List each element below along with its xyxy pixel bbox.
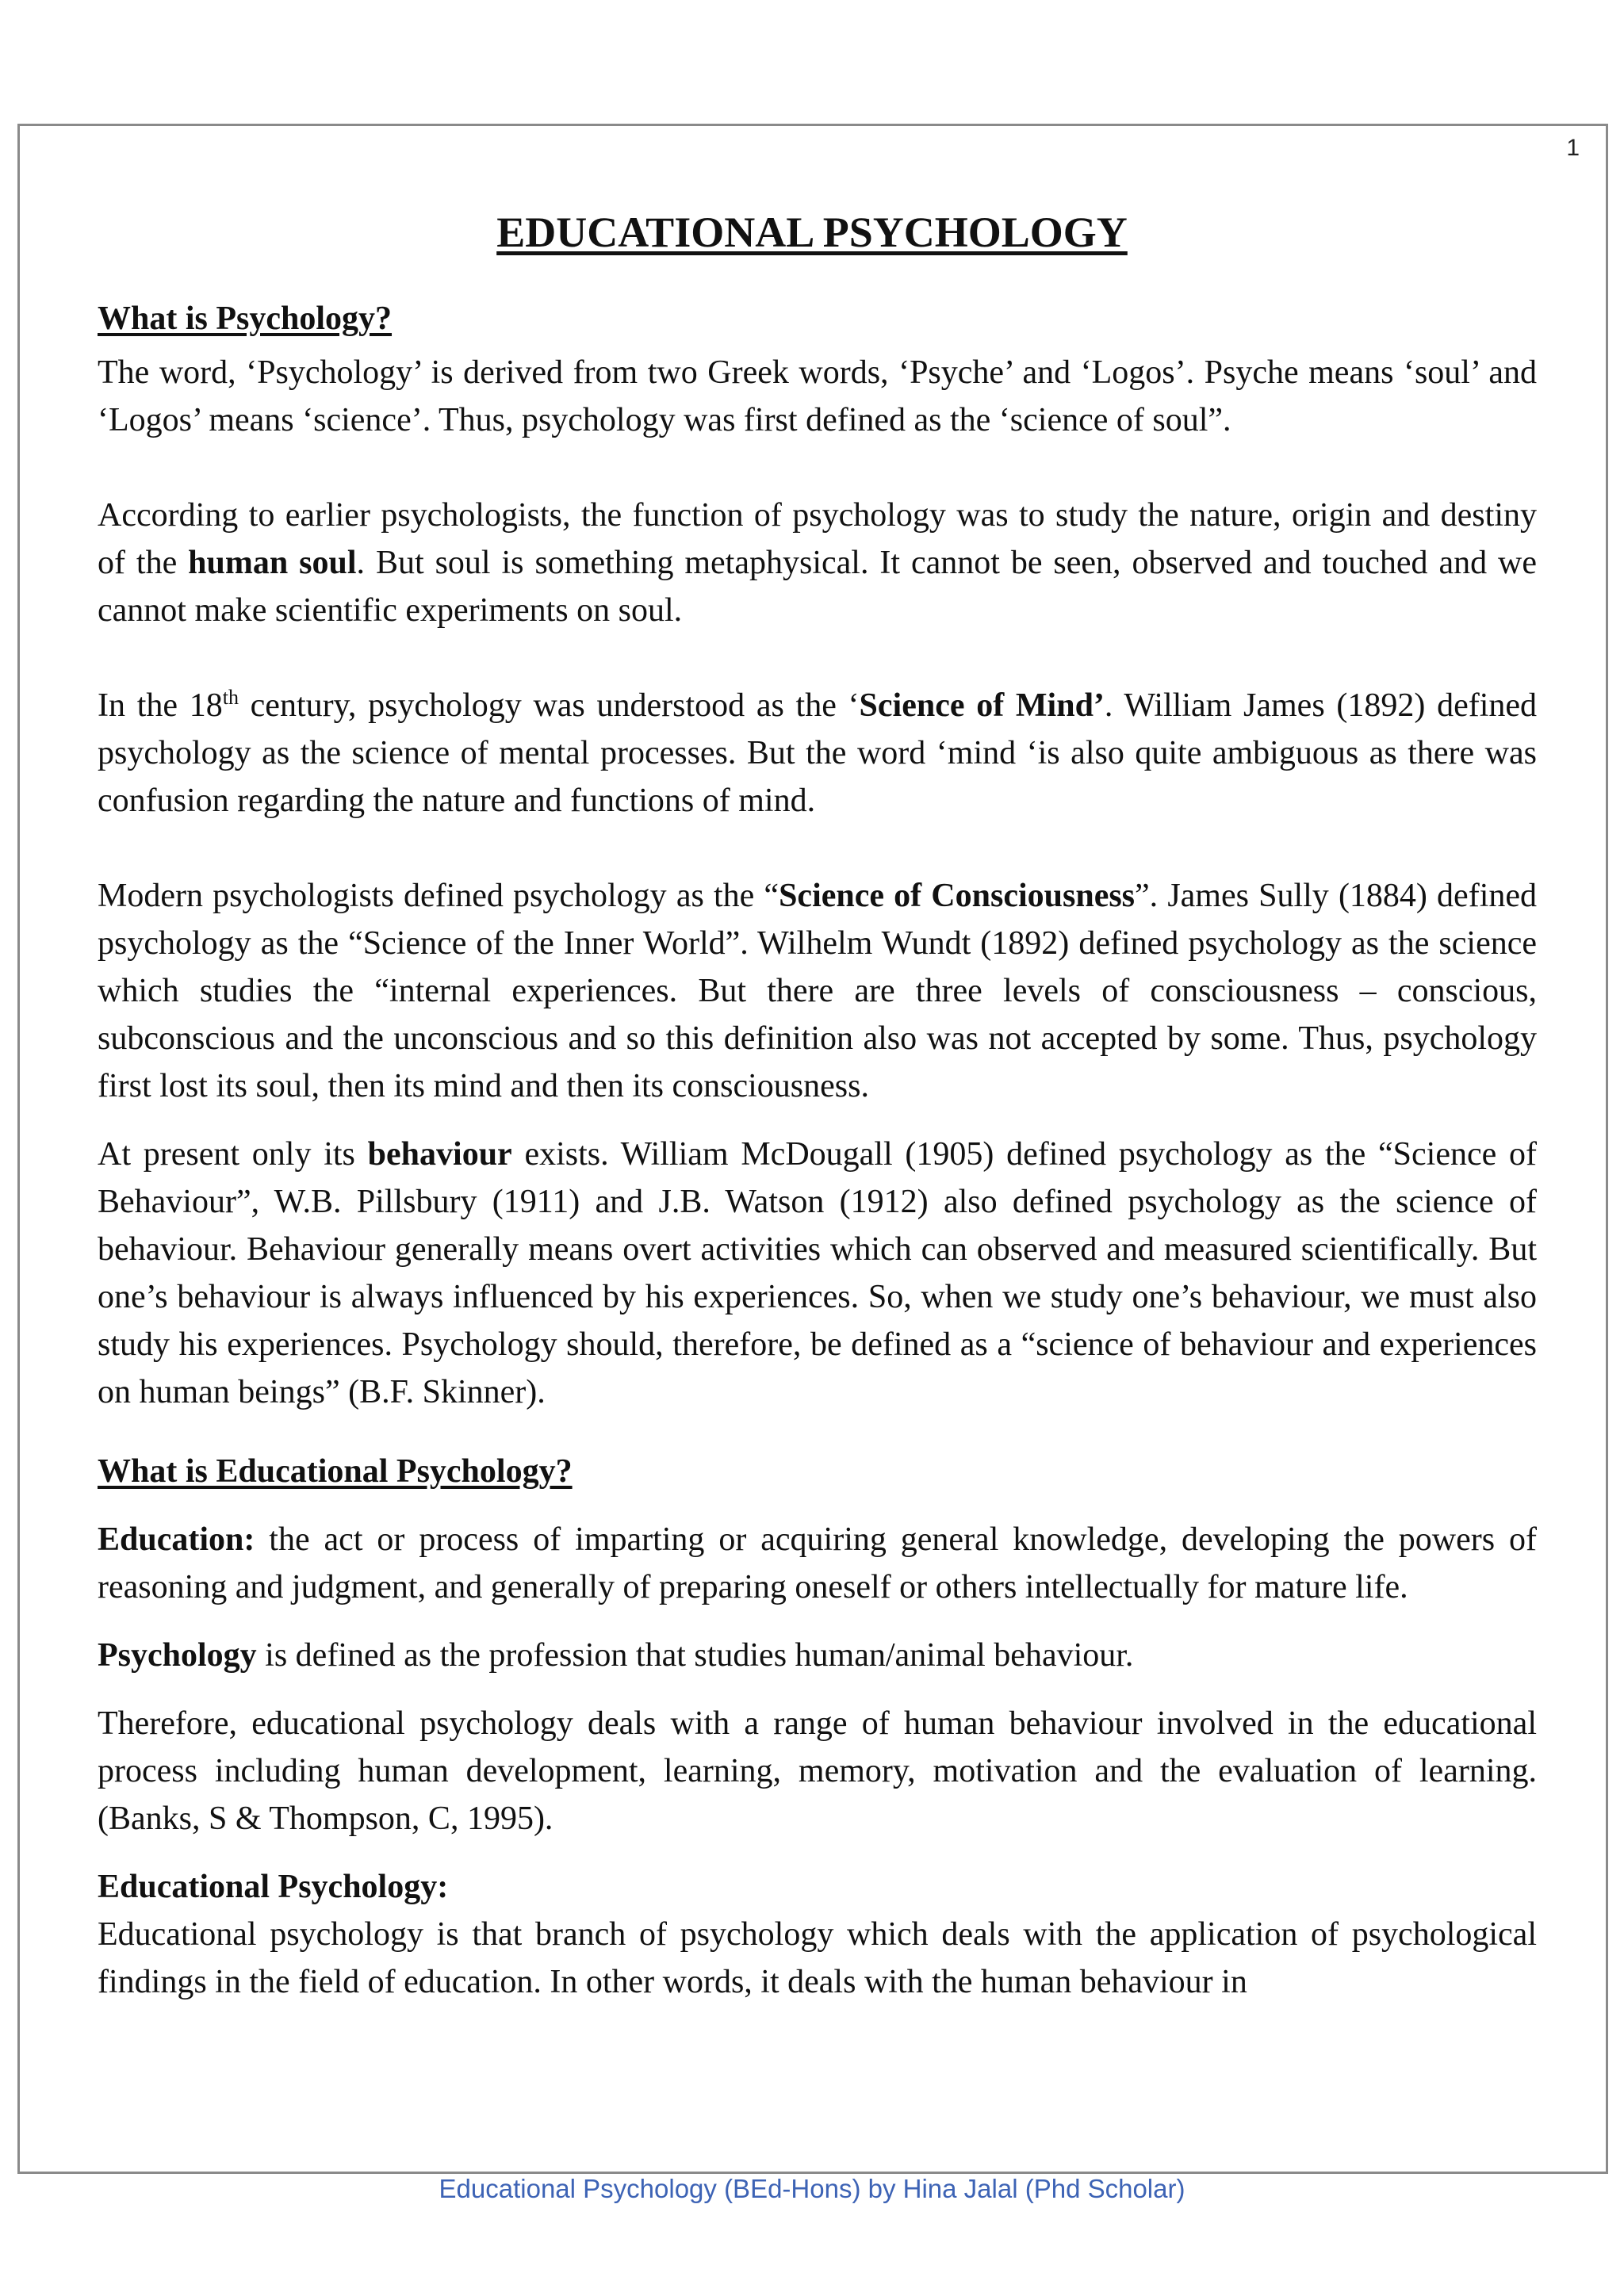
- text-run: century, psychology was understood as the ‘: [238, 687, 860, 724]
- document-body: [98, 295, 1537, 2006]
- superscript: th: [222, 686, 239, 709]
- bold-term: Education:: [98, 1521, 255, 1558]
- heading-what-is-psychology: What is Psychology?: [98, 300, 393, 337]
- bold-term: Psychology: [98, 1637, 257, 1674]
- paragraph-science-of-mind: [98, 682, 1537, 825]
- paragraph-psychology-definition: [98, 1632, 1537, 1679]
- bold-term: behaviour: [367, 1136, 512, 1173]
- paragraph-earlier-psychologists: [98, 492, 1537, 634]
- bold-term: Science of Consciousness: [779, 878, 1136, 914]
- page-number: 1: [1566, 135, 1580, 161]
- paragraph-education-definition: [98, 1516, 1537, 1611]
- document-title: EDUCATIONAL PSYCHOLOGY: [496, 209, 1128, 256]
- text-run: the act or process of imparting or acquiring general knowledge, developing the powers of reasoning and judgment, and generally of preparing oneself or others intellectually for mature life.: [98, 1521, 1537, 1605]
- text-run: is defined as the profession that studies human/animal behaviour.: [256, 1637, 1134, 1674]
- bold-term: Science of Mind’: [859, 687, 1105, 724]
- text-run: In the 18: [98, 687, 223, 724]
- paragraph-behaviour: [98, 1131, 1537, 1416]
- text-run: exists. William McDougall (1905) defined psychology as the “Science of Behaviour”, W.B. Pillsbury (1911) and J.B. Watson (1912) also defined psychology as the science of behaviour. Behaviour generally means overt activities which can observed and measured scientifically. But one’s behaviour is always influenced by his experiences. So, when we study one’s behaviour, we must also study his experiences. Psychology should, therefore, be defined as a “science of behaviour and experiences on human beings” (B.F. Skinner).: [98, 1136, 1537, 1410]
- paragraph-psychology-etymology: The word, ‘Psychology’ is derived from two Greek words, ‘Psyche’ and ‘Logos’. Psyche means ‘soul’ and ‘Logos’ means ‘science’. Thus, psychology was first defined as the ‘science of soul”.: [98, 354, 1537, 438]
- text-run: . But soul is something metaphysical. It cannot be seen, observed and touched and we cannot make scientific experiments on soul.: [98, 545, 1538, 629]
- bold-term: human soul: [188, 545, 357, 581]
- paragraph-educational-psychology-definition: Educational psychology is that branch of psychology which deals with the application of psychological findings in the field of education. In other words, it deals with the human behaviour in: [98, 1916, 1537, 2000]
- text-run: At present only its: [98, 1136, 368, 1173]
- paragraph-therefore: Therefore, educational psychology deals with a range of human behaviour involved in the educational process including human development, learning, memory, motivation and the evaluation of learning. (Banks, S & Thompson, C, 1995).: [98, 1705, 1537, 1837]
- subheading-educational-psychology: Educational Psychology:: [98, 1869, 449, 1905]
- text-run: Modern psychologists defined psychology as the “: [98, 878, 779, 914]
- text-run: . William James (1892) defined psychology as the science of mental processes. But the word ‘mind ‘is also quite ambiguous as there was confusion regarding the nature and functions of mind.: [98, 687, 1538, 819]
- heading-what-is-educational-psychology: What is Educational Psychology?: [98, 1453, 573, 1490]
- paragraph-science-of-consciousness: [98, 872, 1537, 1110]
- text-run: According to earlier psychologists, the function of psychology was to study the nature, origin and destiny of the: [98, 497, 1537, 581]
- page-footer: Educational Psychology (BEd-Hons) by Hina Jalal (Phd Scholar): [439, 2174, 1185, 2203]
- text-run: ”. James Sully (1884) defined psychology as the “Science of the Inner World”. Wilhelm Wundt (1892) defined psychology as the science which studies the “internal experiences. But there are three levels of consciousness – conscious, subconscious and the unconscious and so this definition also was not accepted by some. Thus, psychology first lost its soul, then its mind and then its consciousness.: [98, 878, 1537, 1104]
